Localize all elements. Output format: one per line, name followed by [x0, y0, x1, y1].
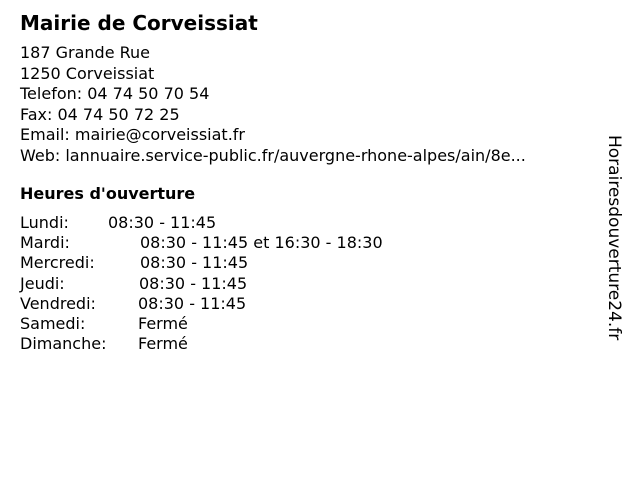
- site-watermark: Horairesdouverture24.fr: [604, 135, 624, 341]
- fax-number: Fax: 04 74 50 72 25: [20, 104, 180, 124]
- hours-value: 08:30 - 11:45 et 16:30 - 18:30: [140, 233, 383, 253]
- day-label: Vendredi:: [20, 293, 96, 313]
- day-label: Dimanche:: [20, 334, 107, 354]
- website-link: Web: lannuaire.service-public.fr/auvergne-rhone-alpes/ain/8e...: [20, 145, 526, 165]
- day-label: Jeudi:: [20, 273, 65, 293]
- city-address: 1250 Corveissiat: [20, 63, 155, 83]
- opening-hours-heading: Heures d'ouverture: [20, 184, 196, 203]
- page-title: Mairie de Corveissiat: [20, 11, 258, 35]
- hours-value: Fermé: [138, 334, 188, 354]
- contact-block: [20, 43, 526, 166]
- hours-value: Fermé: [138, 313, 188, 333]
- hours-value: 08:30 - 11:45: [108, 213, 217, 232]
- street-address: 187 Grande Rue: [20, 43, 151, 62]
- hours-value: 08:30 - 11:45: [139, 273, 248, 293]
- day-label: Mardi:: [20, 233, 70, 253]
- day-label: Samedi:: [20, 313, 86, 333]
- email-address: Email: mairie@corveissiat.fr: [20, 125, 245, 144]
- phone-number: Telefon: 04 74 50 70 54: [20, 84, 210, 103]
- day-label: Mercredi:: [20, 253, 95, 273]
- hours-value: 08:30 - 11:45: [140, 253, 249, 273]
- hours-value: 08:30 - 11:45: [138, 293, 247, 313]
- day-label: Lundi:: [20, 213, 69, 232]
